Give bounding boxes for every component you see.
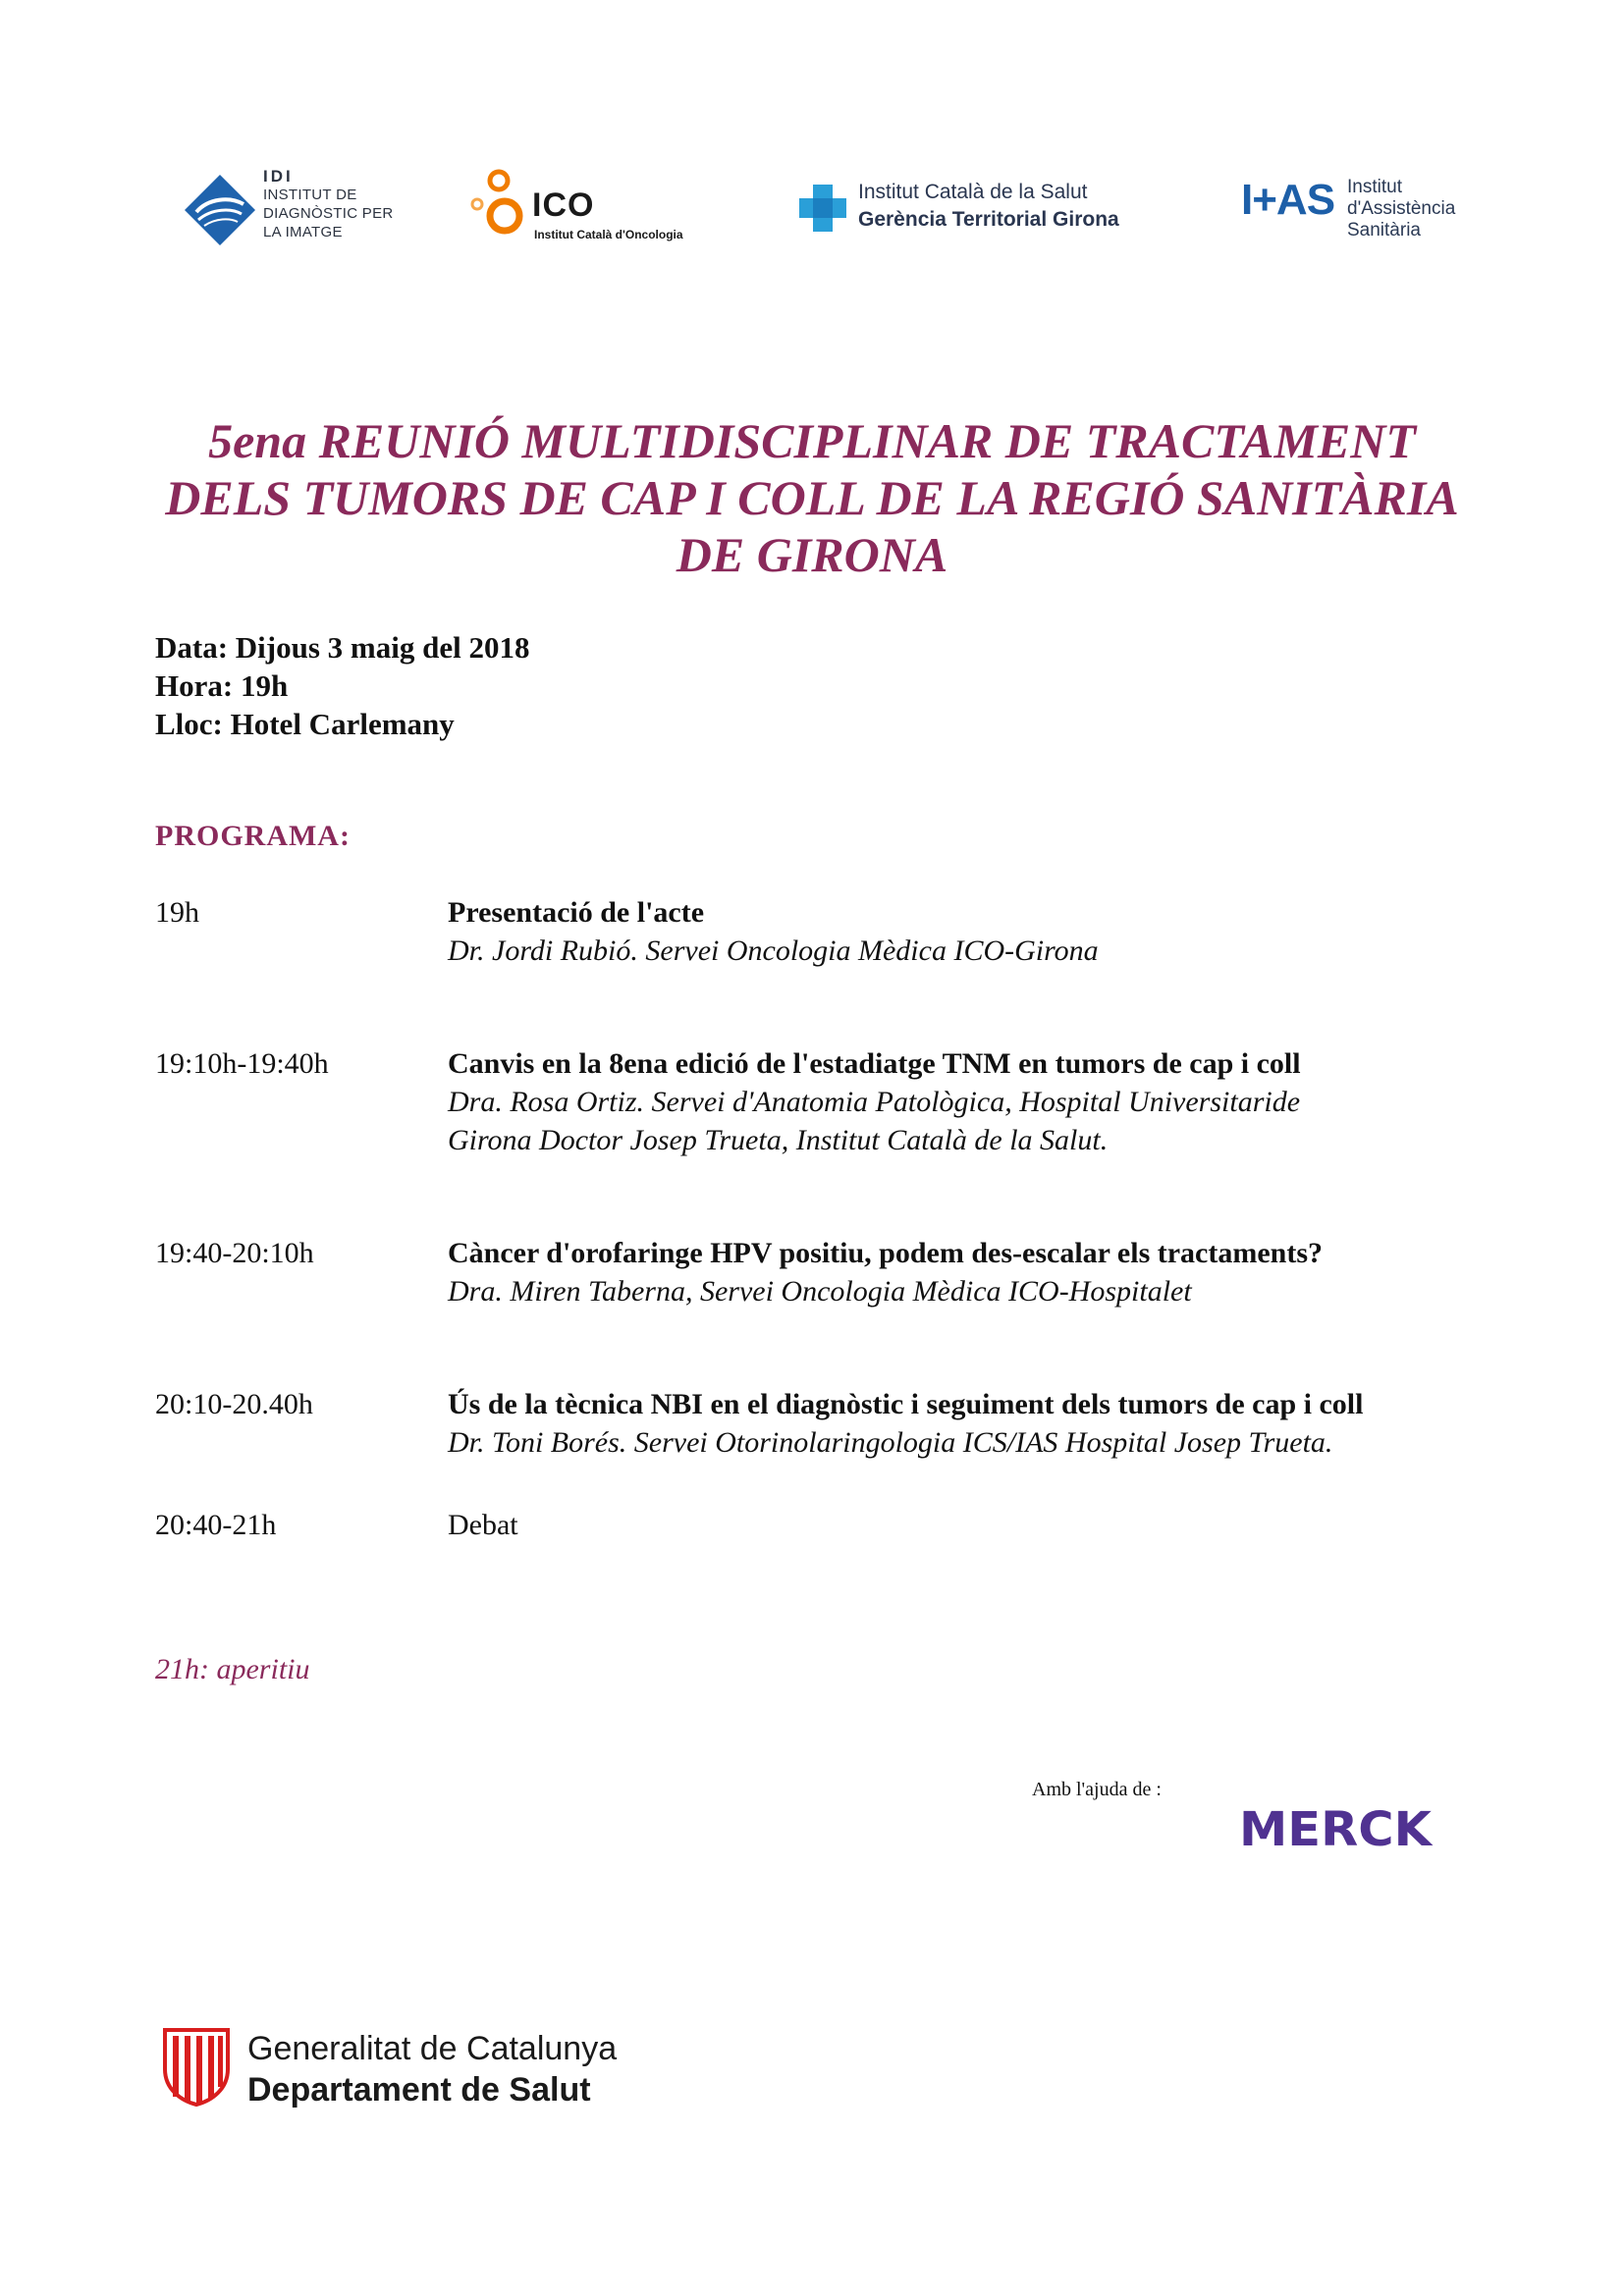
generalitat-logo [161, 2026, 672, 2114]
merck-logo [1239, 1796, 1435, 1855]
schedule-time: 19:40-20:10h [155, 1237, 314, 1269]
ias-line-3: Sanitària [1347, 220, 1421, 240]
event-location: Lloc: Hotel Carlemany [155, 707, 455, 741]
title-line-3: DE GIRONA [676, 527, 948, 582]
schedule-title: Presentació de l'acte [448, 896, 705, 929]
schedule-time: 19:10h-19:40h [155, 1047, 329, 1080]
ias-logo [1241, 177, 1496, 245]
ico-logo [469, 169, 715, 247]
schedule-title: Ús de la tècnica NBI en el diagnòstic i seguiment dels tumors de cap i coll [448, 1388, 1364, 1420]
idi-acronym: IDI [263, 167, 294, 186]
ics-line-2: Gerència Territorial Girona [858, 208, 1119, 231]
merck-wordmark-text: MERCK [1239, 1802, 1434, 1855]
schedule-title: Debat [448, 1509, 518, 1541]
idi-logo [183, 165, 394, 253]
idi-line-4: LA IMATGE [263, 224, 343, 240]
medical-cross-icon [795, 181, 850, 236]
schedule-speaker-line-1: Dra. Rosa Ortiz. Servei d'Anatomia Patològica, Hospital Universitaride [448, 1086, 1301, 1118]
schedule-title: Canvis en la 8ena edició de l'estadiatge TNM en tumors de cap i coll [448, 1047, 1301, 1080]
ias-mark: I+AS [1241, 176, 1335, 224]
ico-circles-icon [469, 169, 532, 238]
title-line-2: DELS TUMORS DE CAP I COLL DE LA REGIÓ SANITÀRIA [165, 470, 1459, 525]
sponsor-label: Amb l'ajuda de : [1032, 1779, 1162, 1800]
ias-line-1: Institut [1347, 177, 1402, 197]
generalitat-line-1: Generalitat de Catalunya [247, 2030, 618, 2067]
event-title [118, 412, 1506, 583]
event-time: Hora: 19h [155, 668, 289, 703]
event-date: Data: Dijous 3 maig del 2018 [155, 630, 530, 665]
schedule-time: 20:40-21h [155, 1509, 277, 1541]
schedule-speaker: Dra. Miren Taberna, Servei Oncologia Mèdica ICO-Hospitalet [448, 1275, 1192, 1308]
programa-heading: PROGRAMA: [155, 820, 351, 852]
schedule-title: Càncer d'orofaringe HPV positiu, podem des-escalar els tractaments? [448, 1237, 1324, 1269]
schedule-time: 19h [155, 896, 199, 929]
ico-subtitle: Institut Català d'Oncologia [534, 228, 683, 241]
title-line-1: 5ena REUNIÓ MULTIDISCIPLINAR DE TRACTAMENT [208, 413, 1416, 468]
aperitiu-note: 21h: aperitiu [155, 1653, 310, 1685]
schedule-speaker: Dr. Toni Borés. Servei Otorinolaringologia ICS/IAS Hospital Josep Trueta. [448, 1426, 1333, 1459]
idi-diamond-icon [183, 173, 257, 247]
schedule-speaker-line-2: Girona Doctor Josep Trueta, Institut Català de la Salut. [448, 1124, 1109, 1156]
idi-line-3: DIAGNÒSTIC PER [263, 205, 394, 222]
generalitat-line-2: Departament de Salut [247, 2071, 591, 2109]
schedule-time: 20:10-20.40h [155, 1388, 313, 1420]
ics-logo [795, 181, 1168, 240]
ico-name: ICO [532, 187, 595, 224]
senyera-emblem-icon [161, 2026, 232, 2107]
ias-line-2: d'Assistència [1347, 198, 1456, 219]
merck-wordmark-icon [1239, 1796, 1435, 1855]
event-info [155, 628, 529, 743]
schedule-speaker: Dr. Jordi Rubió. Servei Oncologia Mèdica ICO-Girona [448, 934, 1099, 967]
idi-line-2: INSTITUT DE [263, 187, 357, 203]
ics-line-1: Institut Català de la Salut [858, 181, 1088, 203]
